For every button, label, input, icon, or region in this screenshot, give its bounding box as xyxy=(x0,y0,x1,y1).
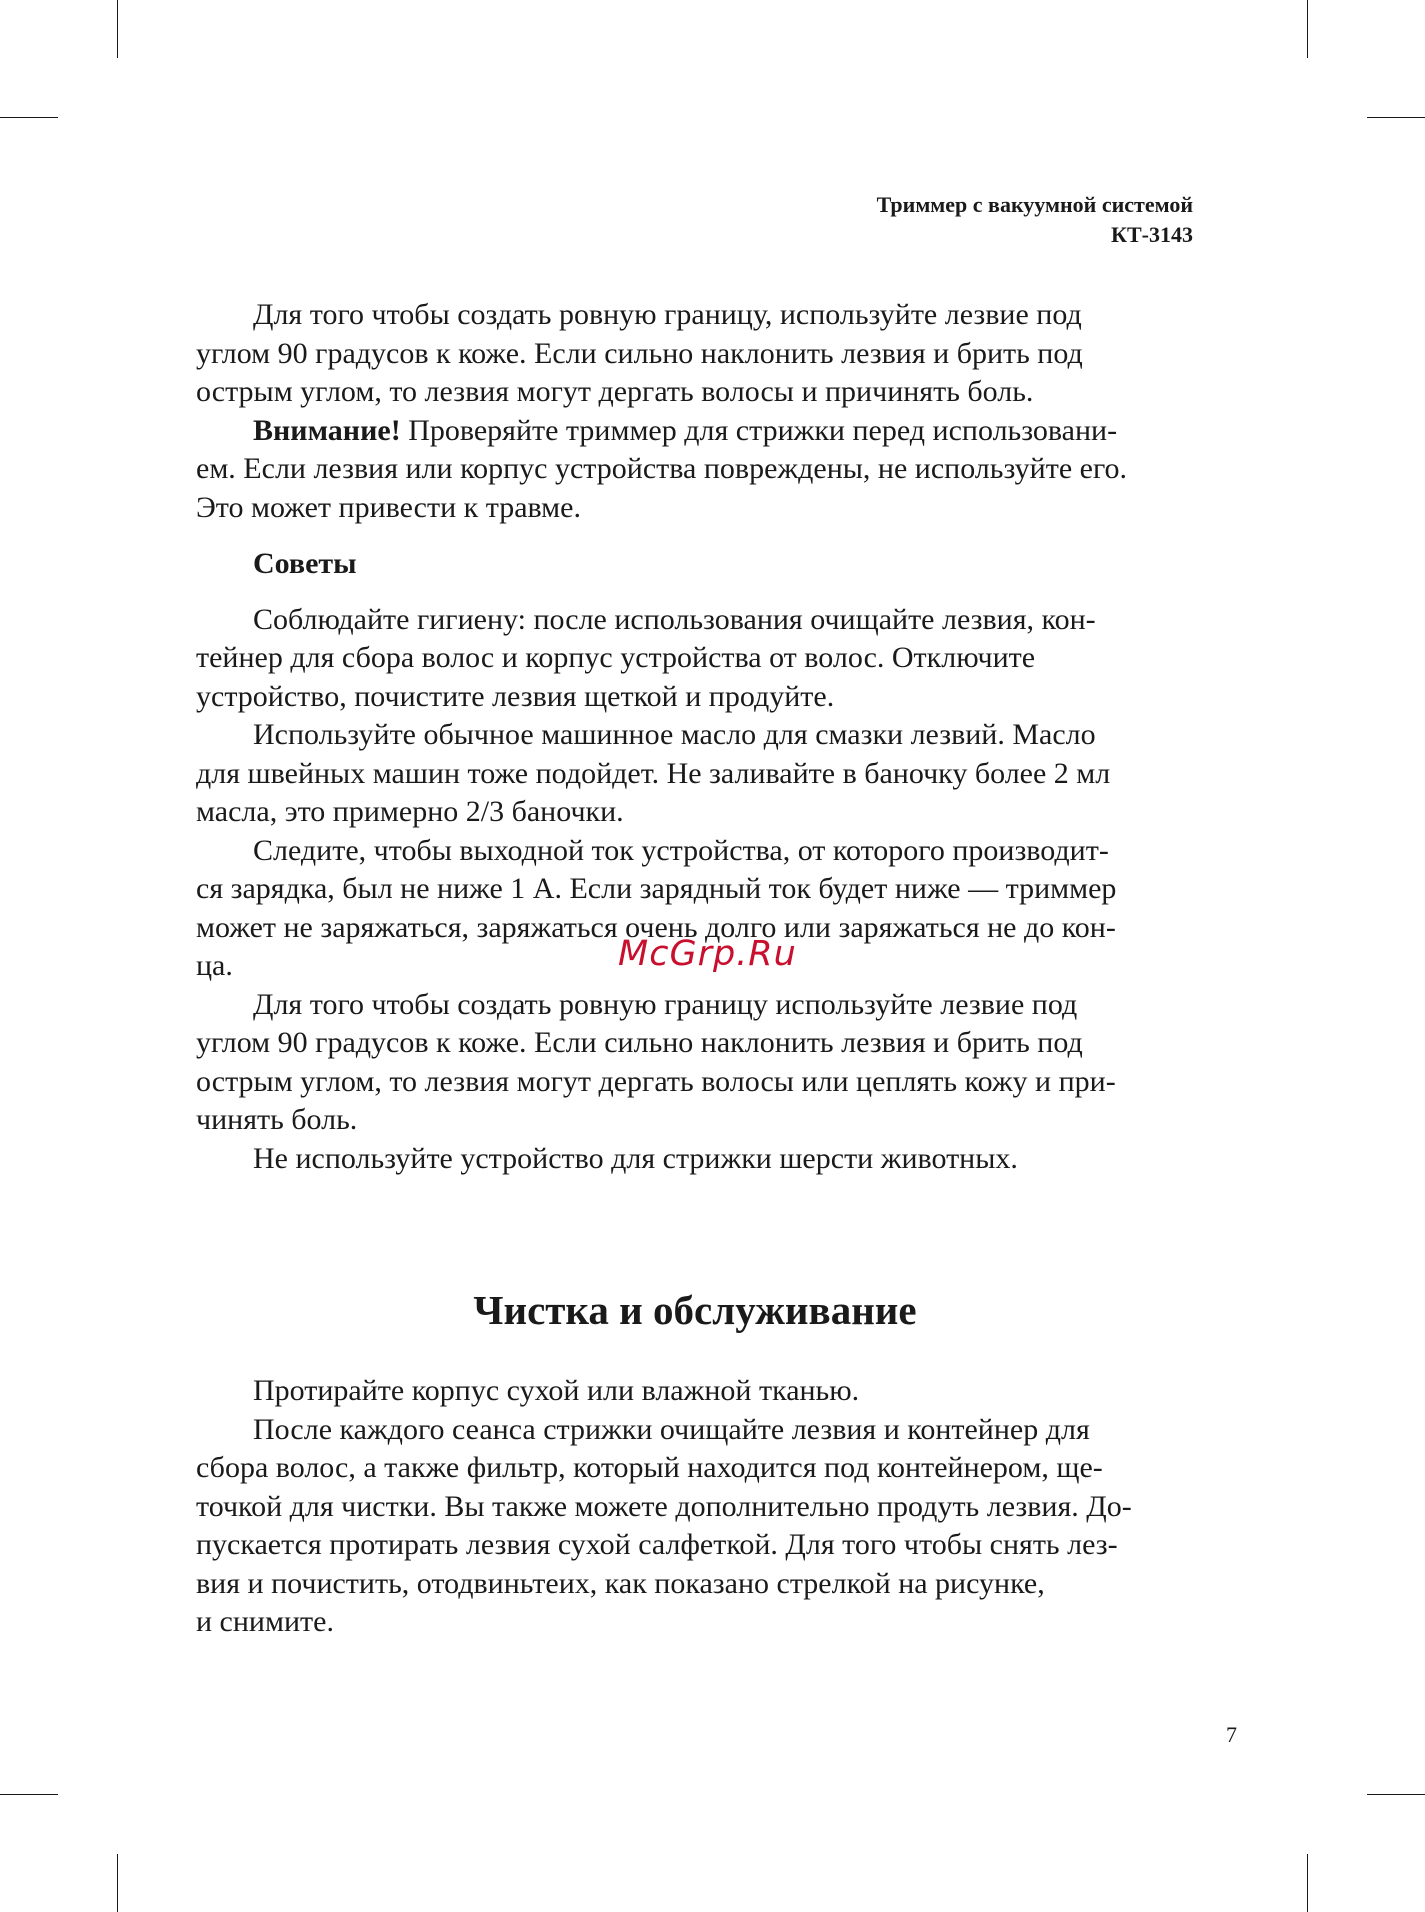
tips-paragraph-charging: Следите, чтобы выходной ток устройства, от которого производит- ся зарядка, был не ниже 1 А. Если зарядный ток будет ниже — триммер может не заряжаться, заряжаться очень долго или заряжаться не до кон- ца. xyxy=(196,833,1117,982)
header-model: КТ-3143 xyxy=(1111,222,1193,247)
crop-mark-left-bottom xyxy=(0,1794,58,1795)
warning-text: Проверяйте триммер для стрижки перед использовани- ем. Если лезвия или корпус устройства повреждены, не используйте его. Это может привести к травме. xyxy=(196,413,1128,524)
running-header xyxy=(877,190,1193,250)
crop-mark-bottom-left xyxy=(117,1854,118,1912)
intro-paragraph: Для того чтобы создать ровную границу, используйте лезвие под углом 90 градусов к коже. Если сильно наклонить лезвия и брить под острым углом, то лезвия могут дергать волосы и причинять боль. xyxy=(196,298,1083,408)
tips-paragraph-oil: Используйте обычное машинное масло для смазки лезвий. Масло для швейных машин тоже подойдет. Не заливайте в баночку более 2 мл масла, это примерно 2/3 баночки. xyxy=(196,718,1111,828)
crop-mark-right-top xyxy=(1367,117,1425,118)
crop-mark-left-top xyxy=(0,117,58,118)
crop-mark-bottom-right xyxy=(1307,1854,1308,1912)
watermark: McGrp.Ru xyxy=(618,934,797,974)
cleaning-paragraph-blades: После каждого сеанса стрижки очищайте лезвия и контейнер для сбора волос, а также фильтр, который находится под контейнером, ще- точкой для чистки. Вы также можете дополнительно продуть лезвия. До- пускается протирать лезвия сухой салфеткой. Для того чтобы снять лез- вия и почистить, отодвиньтеих, как показано стрелкой на рисунке, и снимите. xyxy=(196,1412,1132,1638)
cleaning-section xyxy=(196,1372,1196,1642)
tips-paragraph-blade-angle: Для того чтобы создать ровную границу используйте лезвие под углом 90 градусов к коже. Если сильно наклонить лезвия и брить под острым углом, то лезвия могут дергать волосы или цеплять кожу и при- чинять боль. xyxy=(196,987,1116,1136)
tips-paragraph-animals: Не используйте устройство для стрижки шерсти животных. xyxy=(253,1141,1018,1175)
header-product-name: Триммер с вакуумной системой xyxy=(876,192,1193,217)
tips-paragraph-hygiene: Соблюдайте гигиену: после использования очищайте лезвия, кон- тейнер для сбора волос и корпус устройства от волос. Отключите устройство, почистите лезвия щеткой и продуйте. xyxy=(196,602,1096,713)
tips-heading: Советы xyxy=(253,547,357,580)
cleaning-paragraph-wipe: Протирайте корпус сухой или влажной тканью. xyxy=(253,1374,860,1407)
usage-section xyxy=(196,296,1196,1178)
page-number: 7 xyxy=(1226,1722,1237,1747)
warning-paragraph xyxy=(196,412,1196,528)
crop-mark-top-left xyxy=(117,0,118,58)
section-title-cleaning: Чистка и обслуживание xyxy=(473,1287,917,1333)
crop-mark-top-right xyxy=(1307,0,1308,58)
crop-mark-right-bottom xyxy=(1367,1794,1425,1795)
warning-label: Внимание! xyxy=(253,413,401,447)
